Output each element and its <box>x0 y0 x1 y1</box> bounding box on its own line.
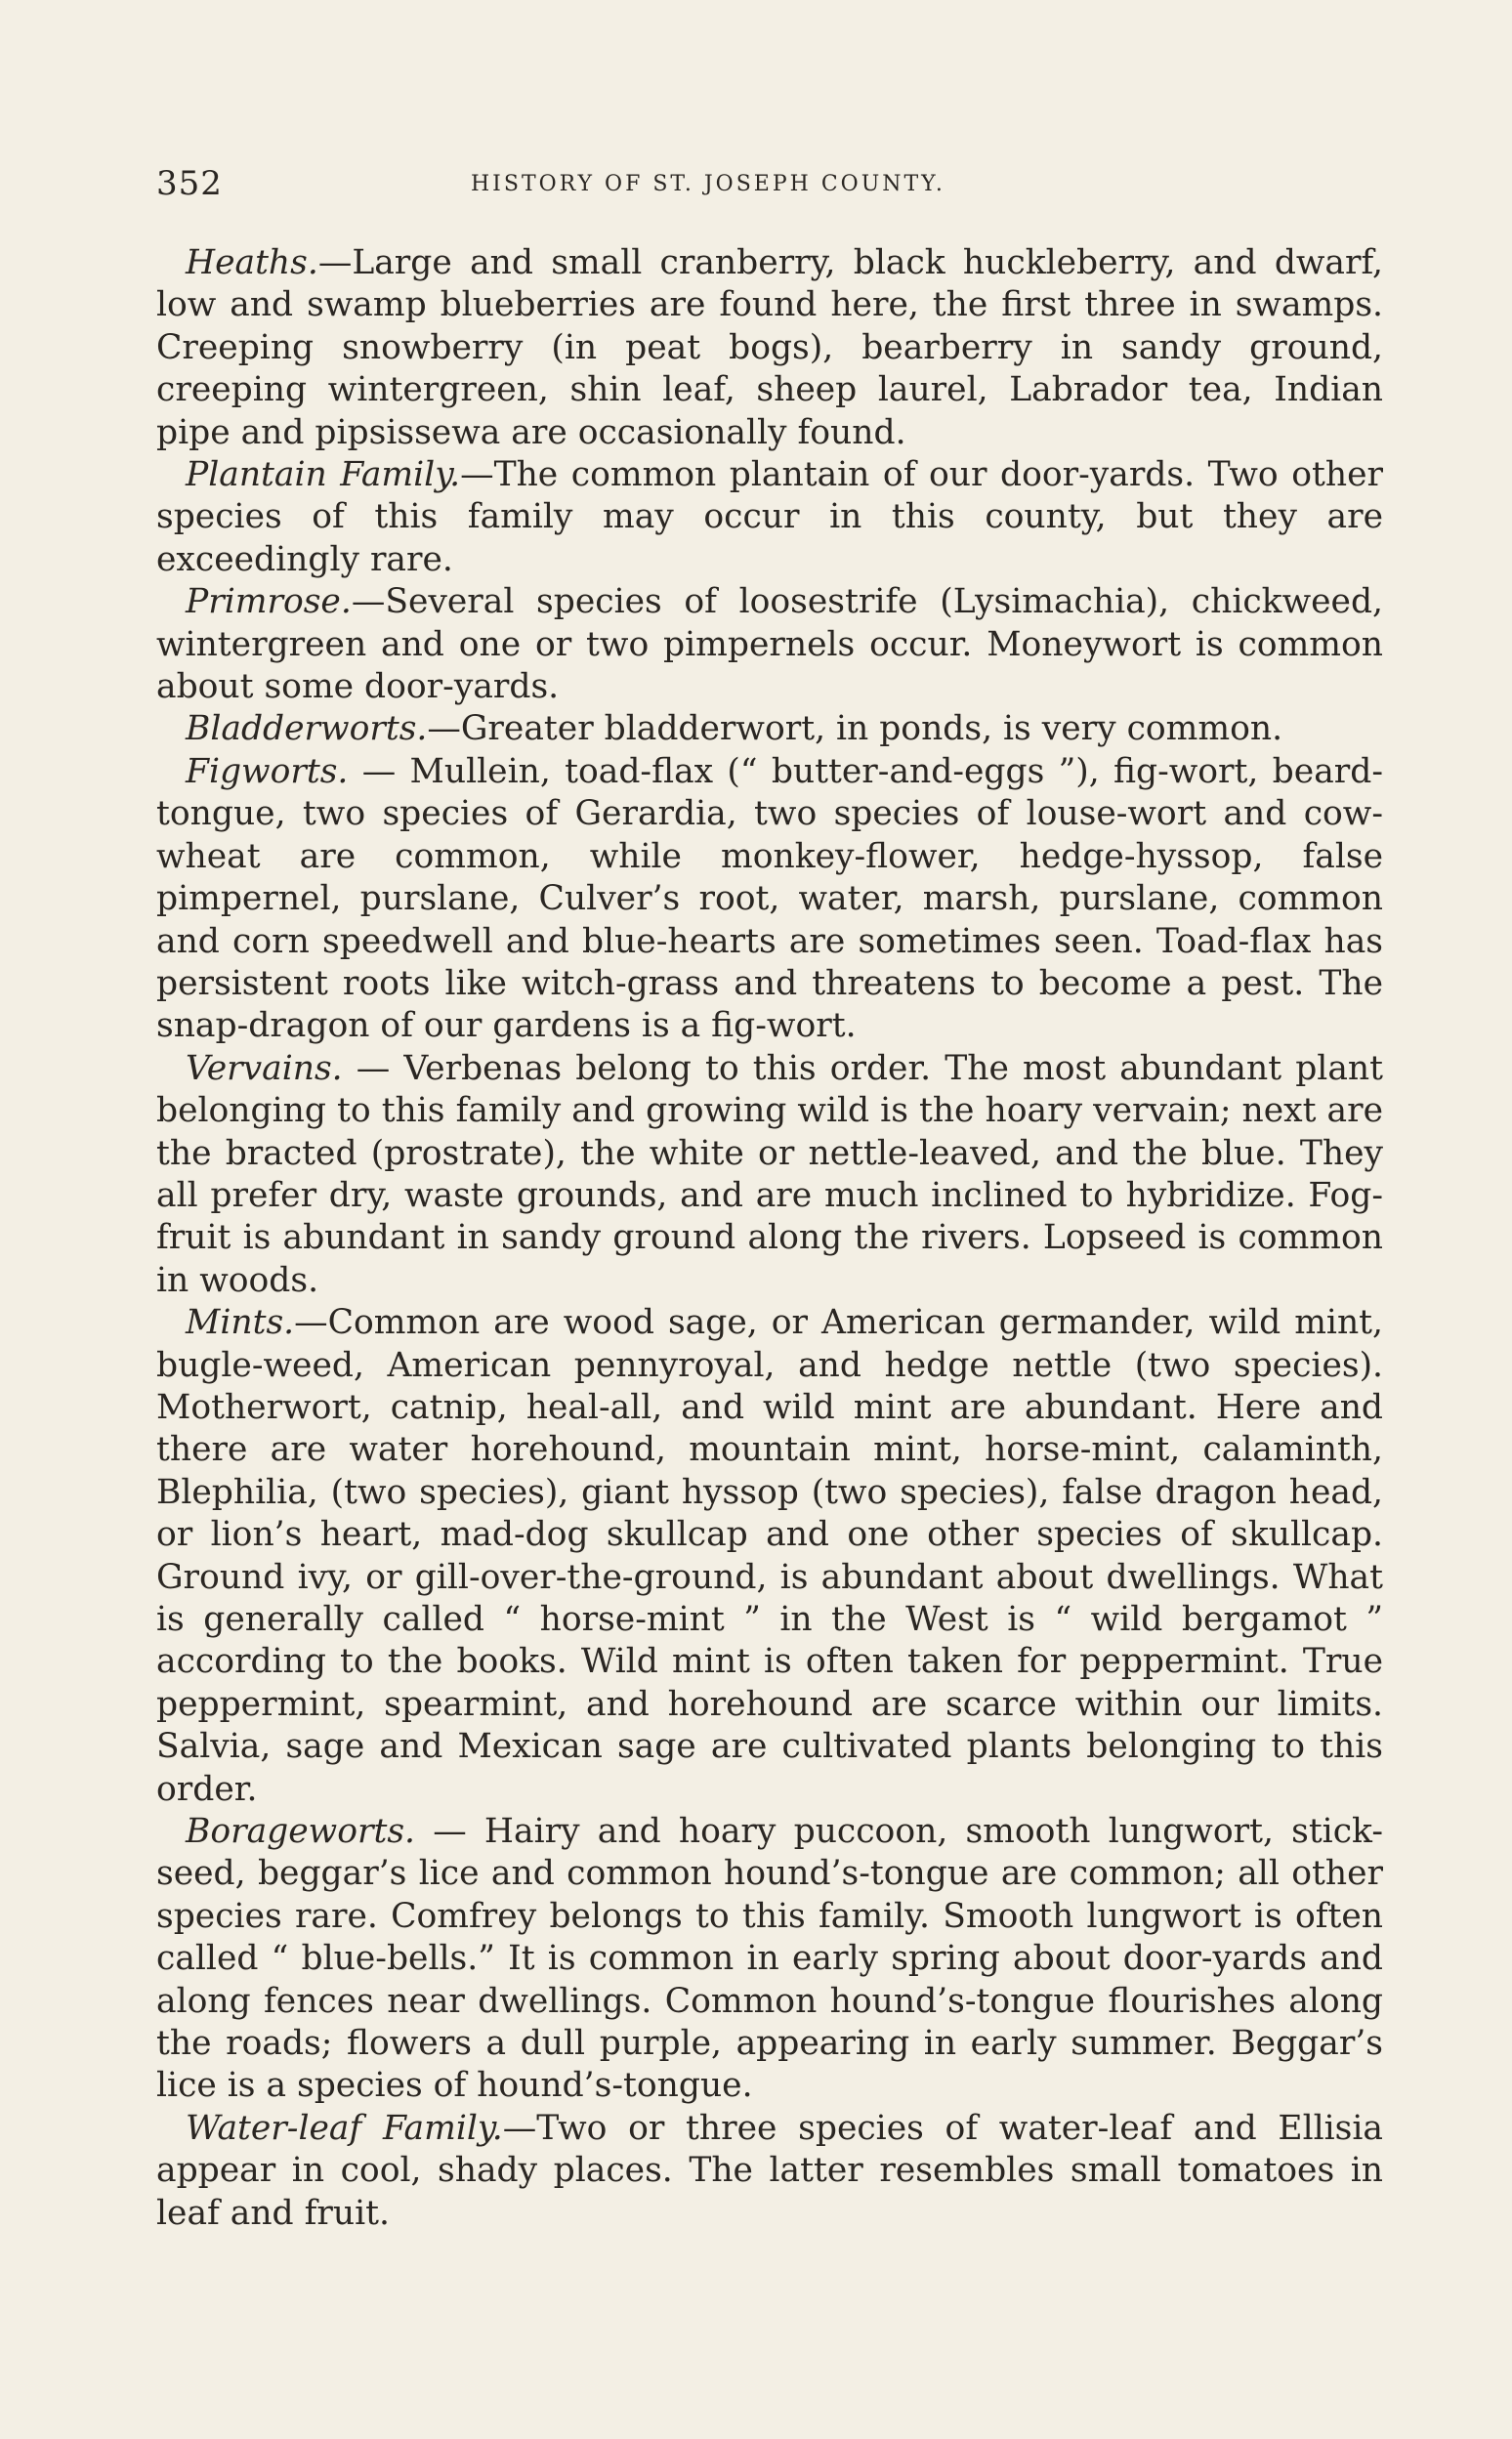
paragraph-plantain-family <box>156 454 1383 581</box>
paragraph-text: —Two or three species of water-leaf and Ellisia appear in cool, shady places. The latter resembles small tomatoes in leaf and fruit. <box>156 2108 1383 2233</box>
paragraph-term: Plantain Family. <box>186 455 461 495</box>
paragraph-text: — Verbenas belong to this order. The most abundant plant belonging to this family and growing wild is the hoary vervain; next are the bracted (prostrate), the white or nettle-leaved, and the blue. They all prefer dry, waste grounds, and are much inclined to hybridize. Fog-fruit is abundant in sandy ground along the rivers. Lopseed is common in woods. <box>156 1048 1383 1300</box>
paragraph-primrose <box>156 581 1383 708</box>
paragraph-text: —Several species of loosestrife (Lysimachia), chickweed, wintergreen and one or two pimpernels occur. Moneywort is common about some door-yards. <box>156 582 1383 707</box>
paragraph-figworts <box>156 751 1383 1048</box>
page-header <box>156 164 1387 207</box>
paragraph-term: Heaths. <box>186 243 318 282</box>
paragraph-term: Primrose. <box>186 582 352 622</box>
paragraph-text: — Mullein, toad-flax (“ butter-and-eggs ”), fig-wort, beard-tongue, two species of Gerardia, two species of louse-wort and cow-wheat are common, while monkey-flower, hedge-hyssop, false pimpernel, purslane, Culver’s root, water, marsh, purslane, common and corn speedwell and blue-hearts are sometimes seen. Toad-flax has persistent roots like witch-grass and threatens to become a pest. The snap-dragon of our gardens is a fig-wort. <box>156 751 1383 1046</box>
page-number: 352 <box>156 164 223 203</box>
paragraph-term: Water-leaf Family. <box>186 2108 503 2148</box>
paragraph-term: Bladderworts. <box>186 709 428 749</box>
paragraph-term: Vervains. <box>186 1048 343 1088</box>
paragraph-heaths <box>156 242 1383 454</box>
paragraph-term: Borageworts. <box>186 1812 416 1852</box>
paragraph-text: —Large and small cranberry, black huckleberry, and dwarf, low and swamp blueberries are found here, the first three in swamps. Creeping snowberry (in peat bogs), bearberry in sandy ground, creeping wintergreen, shin leaf, sheep laurel, Labrador tea, Indian pipe and pipsissewa are occasionally found. <box>156 243 1383 452</box>
paragraph-mints <box>156 1302 1383 1811</box>
paragraph-term: Figworts. <box>186 751 349 791</box>
paragraph-text: — Hairy and hoary puccoon, smooth lungwort, stick-seed, beggar’s lice and common hound’s-tongue are common; all other species rare. Comfrey belongs to this family. Smooth lungwort is often called “ blue-bells.” It is common in early spring about door-yards and along fences near dwellings. Common hound’s-tongue flourishes along the roads; flowers a dull purple, appearing in early summer. Beggar’s lice is a species of hound’s-tongue. <box>156 1812 1383 2106</box>
paragraph-water-leaf-family <box>156 2108 1383 2235</box>
paragraph-text: —The common plantain of our door-yards. Two other species of this family may occur in this county, but they are exceedingly rare. <box>156 455 1383 579</box>
paragraph-borageworts <box>156 1811 1383 2108</box>
running-head: HISTORY OF ST. JOSEPH COUNTY. <box>471 172 945 196</box>
paragraph-text: —Common are wood sage, or American germander, wild mint, bugle-weed, American pennyroyal, and hedge nettle (two species). Motherwort, catnip, heal-all, and wild mint are abundant. Here and there are water horehound, mountain mint, horse-mint, calaminth, Blephilia, (two species), giant hyssop (two species), false dragon head, or lion’s heart, mad-dog skullcap and one other species of skullcap. Ground ivy, or gill-over-the-ground, is abundant about dwellings. What is generally called “ horse-mint ” in the West is “ wild bergamot ” according to the books. Wild mint is often taken for peppermint. True peppermint, spearmint, and horehound are scarce within our limits. Salvia, sage and Mexican sage are cultivated plants belonging to this order. <box>156 1303 1383 1809</box>
paragraph-vervains <box>156 1048 1383 1302</box>
paragraph-term: Mints. <box>186 1303 295 1343</box>
paragraph-bladderworts <box>156 708 1383 750</box>
paragraph-text: —Greater bladderwort, in ponds, is very common. <box>427 709 1283 749</box>
body-text <box>156 242 1383 2235</box>
